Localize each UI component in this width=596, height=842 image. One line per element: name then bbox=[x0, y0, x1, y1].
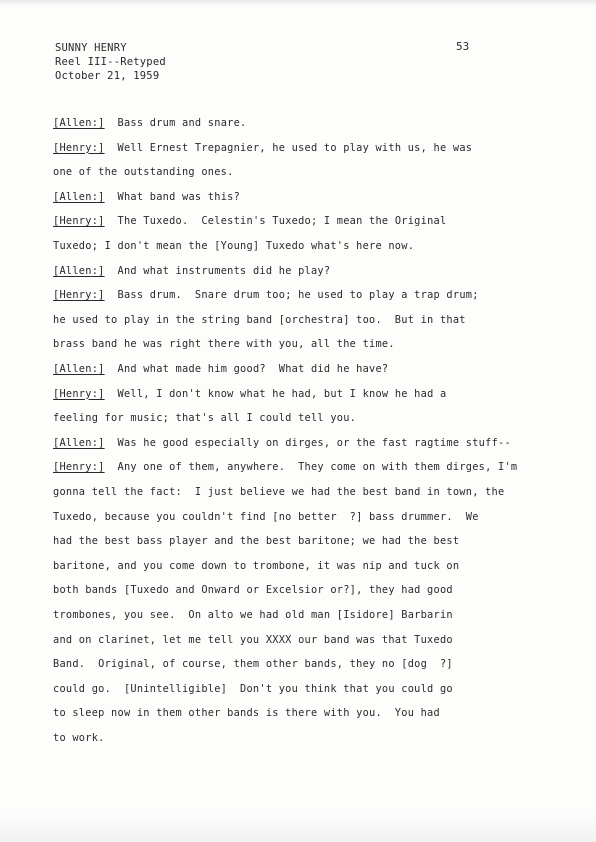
line-text: Bass drum and snare. bbox=[104, 117, 247, 129]
transcript-line bbox=[53, 363, 388, 375]
transcript-line bbox=[53, 437, 511, 449]
transcript-line bbox=[53, 584, 453, 596]
line-text: Well, I don't know what he had, but I know he had a bbox=[104, 387, 447, 400]
speaker-label: [Allen:] bbox=[53, 363, 105, 375]
transcript-line bbox=[53, 166, 234, 178]
header-name: SUNNY HENRY bbox=[55, 42, 127, 54]
transcript-line bbox=[53, 142, 472, 154]
speaker-label: [Henry:] bbox=[53, 387, 105, 400]
line-text: to sleep now in them other bands is there with you. You had bbox=[53, 707, 440, 720]
speaker-label: [Allen:] bbox=[53, 190, 105, 203]
speaker-label: [Henry:] bbox=[53, 215, 105, 228]
line-text: baritone, and you come down to trombone, it was nip and tuck on bbox=[53, 559, 460, 572]
transcript-line bbox=[53, 707, 440, 719]
transcript-line bbox=[53, 461, 517, 473]
transcript-line bbox=[53, 511, 479, 523]
header-reel: Reel III--Retyped bbox=[55, 56, 166, 68]
transcript-line bbox=[53, 634, 453, 646]
speaker-label: [Allen:] bbox=[53, 117, 105, 129]
line-text: Band. Original, of course, them other bands, they no [dog ?] bbox=[53, 658, 453, 671]
line-text: one of the outstanding ones. bbox=[53, 166, 234, 179]
transcript-line bbox=[53, 560, 459, 572]
top-edge-shadow bbox=[0, 0, 596, 6]
speaker-label: [Allen:] bbox=[53, 264, 105, 277]
transcript-line bbox=[53, 265, 330, 277]
line-text: trombones, you see. On alto we had old man [Isidore] Barbarin bbox=[53, 609, 453, 621]
line-text: had the best bass player and the best baritone; we had the best bbox=[53, 535, 460, 548]
page-number: 53 bbox=[456, 40, 470, 53]
line-text: gonna tell the fact: I just believe we had the best band in town, the bbox=[53, 486, 505, 498]
transcript-line bbox=[53, 191, 240, 203]
transcript-line bbox=[53, 683, 453, 695]
line-text: And what made him good? What did he have? bbox=[104, 363, 389, 375]
line-text: could go. [Unintelligible] Don't you think that you could go bbox=[53, 682, 453, 695]
line-text: both bands [Tuxedo and Onward or Excelsior or?], they had good bbox=[53, 584, 453, 597]
transcript-line bbox=[53, 240, 414, 252]
line-text: Was he good especially on dirges, or the fast ragtime stuff-- bbox=[104, 436, 511, 449]
transcript-line bbox=[53, 338, 395, 350]
speaker-label: [Henry:] bbox=[53, 289, 105, 302]
line-text: Bass drum. Snare drum too; he used to play a trap drum; bbox=[104, 289, 479, 302]
transcript-line bbox=[53, 215, 446, 227]
line-text: Tuxedo, because you couldn't find [no better ?] bass drummer. We bbox=[53, 510, 479, 523]
line-text: Tuxedo; I don't mean the [Young] Tuxedo what's here now. bbox=[53, 240, 415, 252]
line-text: Well Ernest Trepagnier, he used to play with us, he was bbox=[104, 141, 473, 154]
transcript-line bbox=[53, 535, 459, 547]
line-text: And what instruments did he play? bbox=[104, 264, 331, 277]
line-text: What band was this? bbox=[104, 190, 241, 203]
speaker-label: [Henry:] bbox=[53, 141, 105, 154]
transcript-line bbox=[53, 486, 504, 498]
transcript-line bbox=[53, 388, 446, 400]
line-text: he used to play in the string band [orchestra] too. But in that bbox=[53, 313, 466, 326]
line-text: The Tuxedo. Celestin's Tuxedo; I mean the Original bbox=[104, 215, 447, 228]
line-text: feeling for music; that's all I could tell you. bbox=[53, 412, 357, 425]
line-text: and on clarinet, let me tell you XXXX our band was that Tuxedo bbox=[53, 633, 453, 646]
line-text: Any one of them, anywhere. They come on with them dirges, I'm bbox=[104, 461, 518, 474]
line-text: brass band he was right there with you, all the time. bbox=[53, 338, 395, 351]
bottom-edge-shadow bbox=[0, 812, 596, 842]
speaker-label: [Henry:] bbox=[53, 461, 105, 474]
header-date: October 21, 1959 bbox=[55, 70, 160, 82]
speaker-label: [Allen:] bbox=[53, 436, 105, 449]
transcript-line bbox=[53, 289, 479, 301]
transcript-line bbox=[53, 314, 466, 326]
transcript-line bbox=[53, 609, 453, 621]
transcript-line bbox=[53, 117, 247, 129]
transcript-line bbox=[53, 732, 105, 744]
line-text: to work. bbox=[53, 732, 105, 744]
transcript-line bbox=[53, 658, 453, 670]
transcript-line bbox=[53, 412, 356, 424]
